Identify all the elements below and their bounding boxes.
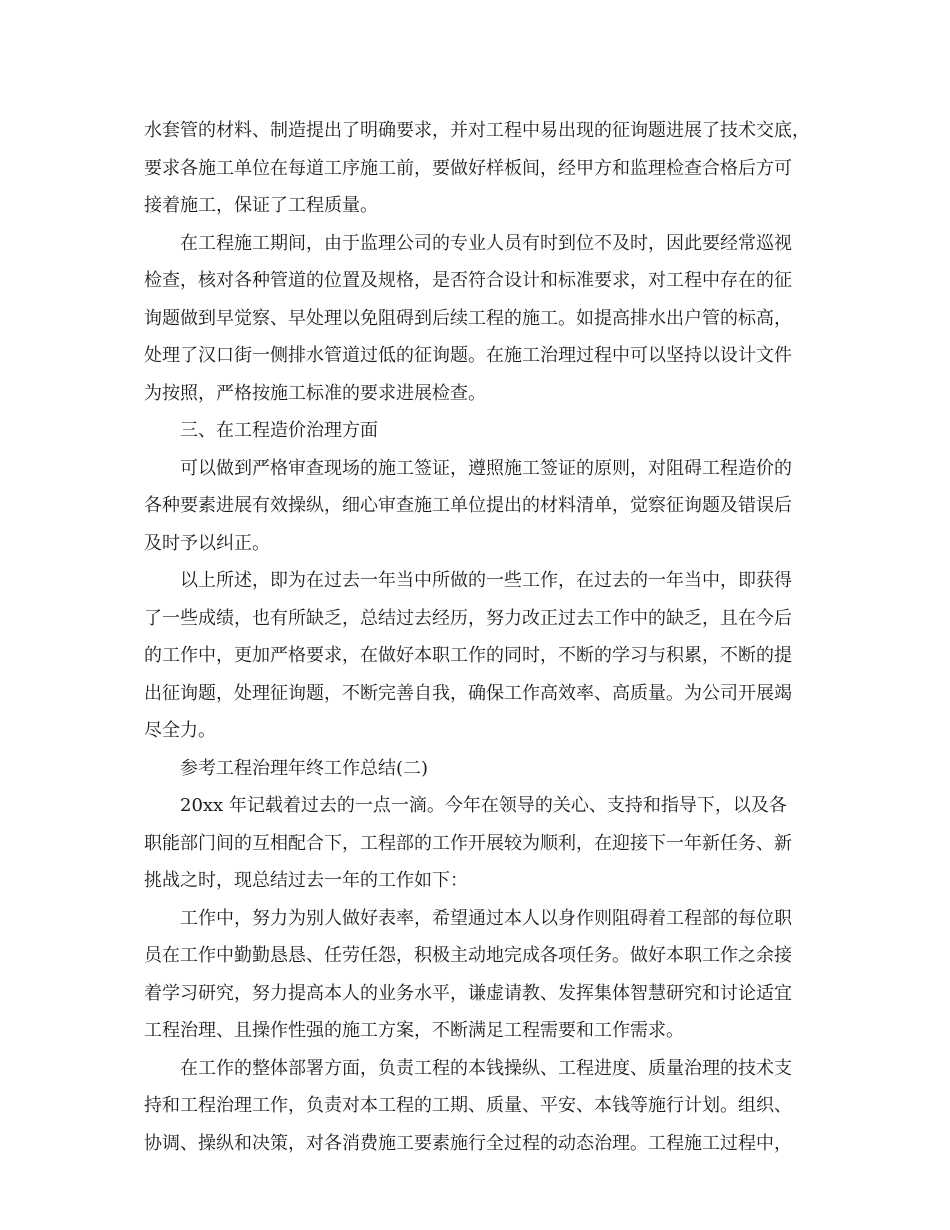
text-line: 了一些成绩，也有所缺乏，总结过去经历，努力改正过去工作中的缺乏，且在今后: [144, 607, 792, 629]
text-line: 20xx 年记载着过去的一点一滴。今年在领导的关心、支持和指导下，以及各: [180, 795, 787, 816]
body-text: [144, 112, 828, 1162]
text-line: 在工程施工期间，由于监理公司的专业人员有时到位不及时，因此要经常巡视: [180, 232, 792, 254]
text-line: 持和工程治理工作，负责对本工程的工期、质量、平安、本钱等施行计划。组织、: [144, 1095, 792, 1116]
text-line: 出征询题，处理征询题，不断完善自我，确保工作高效率、高质量。为公司开展竭: [144, 682, 792, 704]
text-line: 员在工作中勤勤恳恳、任劳任怨，积极主动地完成各项任务。做好本职工作之余接: [144, 945, 792, 966]
text-line: 水套管的材料、制造提出了明确要求，并对工程中易出现的征询题进展了技术交底，: [144, 120, 810, 141]
text-line: 要求各施工单位在每道工序施工前，要做好样板间，经甲方和监理检查合格后方可: [144, 157, 792, 179]
text-line: 在工作的整体部署方面，负责工程的本钱操纵、工程进度、质量治理的技术支: [180, 1057, 792, 1079]
text-line: 各种要素进展有效操纵，细心审查施工单位提出的材料清单，觉察征询题及错误后: [144, 495, 792, 516]
text-line: 检查，核对各种管道的位置及规格，是否符合设计和标准要求，对工程中存在的征: [144, 270, 792, 291]
text-line: 工作中，努力为别人做好表率，希望通过本人以身作则阻碍着工程部的每位职: [180, 907, 792, 929]
text-line: 询题做到早觉察、早处理以免阻碍到后续工程的施工。如提高排水出户管的标高，: [144, 307, 792, 329]
text-line: 的工作中，更加严格要求，在做好本职工作的同时，不断的学习与积累，不断的提: [144, 645, 792, 666]
text-line: 三、在工程造价治理方面: [180, 420, 378, 441]
text-line: 为按照，严格按施工标准的要求进展检查。: [144, 382, 486, 404]
text-line: 处理了汉口街一侧排水管道过低的征询题。在施工治理过程中可以坚持以设计文件: [144, 345, 792, 366]
text-line: 挑战之时，现总结过去一年的工作如下：: [144, 870, 468, 891]
text-line: 职能部门间的互相配合下，工程部的工作开展较为顺利，在迎接下一年新任务、新: [144, 832, 792, 854]
text-line: 尽全力。: [144, 720, 216, 741]
text-line: 着学习研究，努力提高本人的业务水平，谦虚请教、发挥集体智慧研究和讨论适宜: [144, 982, 792, 1004]
text-line: 可以做到严格审查现场的施工签证，遵照施工签证的原则，对阻碍工程造价的: [180, 457, 792, 479]
text-line: 工程治理、且操作性强的施工方案，不断满足工程需要和工作需求。: [144, 1020, 684, 1041]
text-line: 接着施工，保证了工程质量。: [144, 195, 378, 216]
text-line: 以上所述，即为在过去一年当中所做的一些工作，在过去的一年当中，即获得: [180, 570, 792, 591]
text-line: 协调、操纵和决策，对各消费施工要素施行全过程的动态治理。工程施工过程中，: [144, 1132, 792, 1154]
text-line: 参考工程治理年终工作总结(二): [180, 757, 429, 779]
text-line: 及时予以纠正。: [144, 532, 270, 554]
